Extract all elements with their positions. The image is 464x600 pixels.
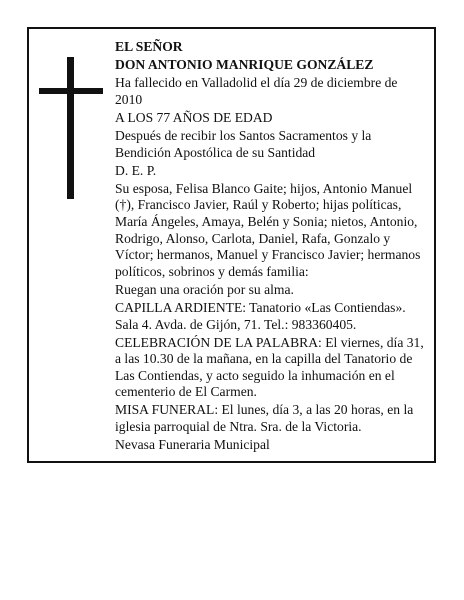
celebration-paragraph: CELEBRACIÓN DE LA PALABRA: El viernes, día 31, a las 10.30 de la mañana, en la capilla del Tanatorio de Las Contiendas, y acto seguido la inhumación en el cementerio de El Carmen.: [115, 334, 424, 400]
deceased-name: DON ANTONIO MANRIQUE GONZÁLEZ: [115, 57, 374, 73]
prayer-line: Ruegan una oración por su alma.: [115, 281, 294, 297]
chapel-paragraph: CAPILLA ARDIENTE: Tanatorio «Las Contiendas». Sala 4. Avda. de Gijón, 71. Tel.: 983360405.: [115, 299, 406, 332]
age-line: A LOS 77 AÑOS DE EDAD: [115, 109, 273, 125]
funeral-mass-paragraph: MISA FUNERAL: El lunes, día 3, a las 20 horas, en la iglesia parroquial de Ntra. Sra. de la Victoria.: [115, 402, 414, 435]
obituary-notice: [27, 27, 436, 463]
cross-icon: [39, 57, 103, 199]
cross-vertical-bar: [67, 57, 74, 199]
family-paragraph: Su esposa, Felisa Blanco Gaite; hijos, Antonio Manuel (†), Francisco Javier, Raúl y Roberto; hijas políticas, María Ángeles, Amaya, Belén y Sonia; nietos, Antonio, Rodrigo, Alonso, Carlota, Daniel, Rafa, Gonzalo y Víctor; hermanos, Manuel y Francisco Javier; hermanos políticos, sobrinos y demás familia:: [115, 180, 421, 279]
obituary-text: [115, 39, 427, 455]
funeral-home: Nevasa Funeraria Municipal: [115, 437, 270, 453]
obituary-title: EL SEÑOR: [115, 39, 183, 54]
sacraments-line: Después de recibir los Santos Sacramentos y la Bendición Apostólica de su Santidad: [115, 127, 372, 160]
death-date: Ha fallecido en Valladolid el día 29 de diciembre de 2010: [115, 75, 398, 107]
cross-horizontal-bar: [39, 88, 103, 94]
rip-line: D. E. P.: [115, 162, 157, 178]
